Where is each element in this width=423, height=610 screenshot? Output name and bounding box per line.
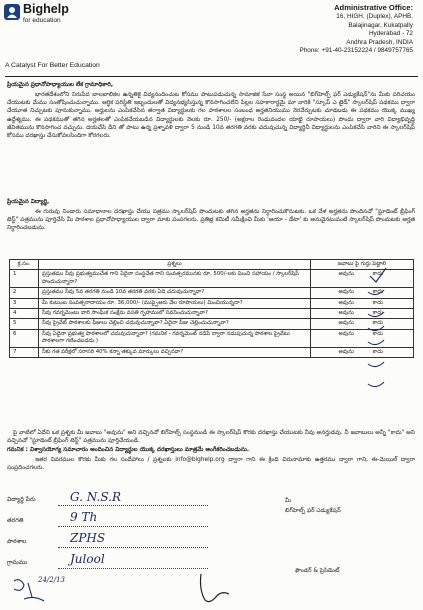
office-line: 16, HIGH. (Duplex), APHB. (336, 13, 413, 20)
village-line (58, 568, 208, 569)
bighelp-logo-icon (3, 3, 21, 21)
brand-subtitle: for education (23, 17, 61, 24)
salutation-headmaster: ప్రియమైన ప్రధానోపాధ్యాయుల లేక గ్రామాధికారి, (7, 82, 114, 88)
header-rule (5, 76, 418, 77)
student-name-line (58, 505, 208, 506)
row-number: 4 (10, 309, 39, 319)
field-label-class: తరగతి (7, 517, 24, 524)
answer-yes[interactable]: అవును (338, 271, 354, 278)
office-line: Balajinagar, Kukatpally (348, 21, 413, 29)
answer-yes[interactable]: అవును (338, 289, 354, 296)
row-question: మీ కుటుంబ సంవత్సరాదాయం రూ. 36,000/- (ముప్పైఆరు వేల రూపాయలు) మించియున్నదా? (39, 298, 311, 308)
row-question: నీకు గత పరీక్షలో సరాసరి 40% కన్నా తక్కువ మార్కులు వచ్చినవా? (39, 347, 311, 357)
school-value[interactable]: ZPHS (70, 531, 106, 545)
answer-no[interactable]: కాదు (372, 320, 384, 327)
row-number: 3 (10, 298, 39, 308)
answer-no[interactable]: కాదు (372, 310, 384, 317)
note: గమనిక : విశ్వాసయోగ్య సమాచారం అందించిన విద్యార్థుల యొక్క దరఖాస్తులు మాత్రమే అంగీకరించబడును. (7, 447, 250, 453)
answer-no[interactable]: కాదు (372, 271, 384, 278)
signature (195, 570, 235, 606)
eligibility-instructions: పై వాటిలో ఏదేని ఒక ప్రశ్నకు మీ జవాబు "అవును" అని వచ్చినచో బిగ్‌హెల్ప్ సంస్థనుండి ఈ స్కాలర్‌షిప్ కొరకు దరఖాస్తు చేయుటకు నీవు అనర్హుడవు. నీ జవాబులు అన్నీ "కాదు" అని వచ్చినచో "స్టూడెంట్ బ్రీఫింగ్ టెస్ట్" పత్రమును పూర్తిచేయండి. (7, 430, 415, 445)
row-question: నీవు గవర్నమెంటు వారి సాంఘీక సంక్షేమ వసతి గృహములో నివసించుచున్నావా? (39, 309, 311, 319)
row-number: 7 (10, 347, 39, 357)
tick-mark-icon (368, 290, 384, 295)
intro-paragraph: భారతదేశంలోని నిరుపేద బాలబాలికల ఉన్నతికై విద్యనందించుట కోసము పాటుపడుచున్న సామాజిక సేవా సంస్థ అయిన "బిగ్‌హెల్ప్ ఫర్ ఎడ్యుకేషన్"ను మీకు పరిచయం చేయుటకు మేము సంతోషించుచున్నాము. ఆర్థిక పరిస్థితి ఇబ్బందులతో విద్యనభ్యసిస్తున్న కొనసాగించలేని పిల్లల సహకారార్థమై మా వారికి "స్కూప్ ఎ టైడ్" స్కాలర్‌షిప్ పథకము ద్వారా చేయూత నిచ్చుటకు పూనుకున్నాము. అర్హులను ఎంపికచేసిన తర్వాత విద్యార్థులకు గల పాఠశాలల సంబంధ అర్హతనియుము నెరవేర్చుటకు చూడబడు ఈ పథకము యొక్క ముఖ్య ఉద్దేశ్యము. ఈ పథకముతో తగిన అర్హతలతో ఎంపికచేయబడిన విద్యార్థులకు నెలకు రూ. 250/- (అక్షరాల రెండువందల యాభై రూపాయలు) పొందు ద్వారా వారి విద్యాభివృద్ధి జీవితమును కొనసాగించ వచ్చును. దయచేసి దీని తో పాటు ఉన్న ప్రశ్నావళి ద్వారా 5 నుండి 10వ తరగతి వరకు చదువుచున్న విద్యార్థినీ విద్యార్థులను ఎంపికచేసి వారిని ఈ స్కాలర్‌షిప్ కోసము దరఖాస్తు చేసుకోవలసిందిగా కోరగలరు. (7, 92, 415, 140)
brand (23, 2, 113, 28)
student-name-value[interactable]: G. N.S.R (70, 490, 121, 504)
row-number: 5 (10, 319, 39, 329)
office-address (243, 3, 413, 56)
row-number: 1 (10, 270, 39, 288)
row-question: ప్రస్తుతము నీవు ప్రభుత్వముచేత గాని ఏదైనా సంస్థచేత గాని సంవత్సరమునకు రూ. 500/-లకు మించి సహాయం / స్కాలర్‌షిప్ పొందుచున్నారా? (39, 270, 311, 288)
row-number: 6 (10, 329, 39, 347)
tick-mark-icon (368, 326, 384, 331)
row-question: నీవు ఏదైనా ప్రభుత్వ పాఠశాలలో చదువుచున్నావా? (గమనిక - గవర్నమెంట్ నడిపే ద్వారా నడుపుచున్న పాఠశాల ప్రైవేటు పాఠశాలగా గణించబడదు.) (39, 329, 311, 347)
office-line: Hyderabad - 72 (368, 30, 413, 38)
brand-name: Bighelp (23, 2, 69, 16)
answer-yes[interactable]: అవును (338, 330, 354, 337)
row-question: నీవు ప్రైవేట్ పాఠశాలకు ఫీజులు చెల్లించి చదువుచున్నావా? ఏదైనా పీజు చెల్లించుచున్నావా? (39, 319, 311, 329)
answer-no[interactable]: కాదు (372, 348, 384, 355)
answer-yes[interactable]: అవును (338, 310, 354, 317)
answer-no[interactable]: కాదు (372, 289, 384, 296)
class-line (58, 526, 208, 527)
signoff-founder: ఫౌండర్ & ప్రెసిడెంట్ (295, 568, 340, 574)
field-label-village: గ్రామము (7, 559, 28, 566)
row-number: 2 (10, 288, 39, 298)
check-mark-icon (370, 268, 386, 282)
signoff-org: బిగ్‌హెల్ప్ ఫర్ ఎడ్యుకేషన్ (285, 508, 341, 514)
office-title: Administrative Office: (334, 3, 413, 12)
answer-yes[interactable]: అవును (338, 299, 354, 306)
tagline: A Catalyst For Better Education (5, 62, 100, 69)
answer-no[interactable]: కాదు (372, 299, 384, 306)
tick-mark-icon (368, 362, 384, 367)
handwritten-answer-marks (330, 262, 414, 422)
answer-yes[interactable]: అవును (338, 348, 354, 355)
school-line (58, 547, 208, 548)
col-header-questions: ప్రశ్నలు (39, 260, 311, 270)
col-header-number: క్ర.సం. (10, 260, 39, 270)
field-label-school: పాఠశాల (7, 538, 27, 545)
student-paragraph: ఈ గురువు నిండారు సమాధానాల దరఖాస్తు చేయు పత్రము స్కాలర్‌షిప్ పొందుటకు తగిన అర్హతను నిర్ధారించుకొనుటకు. ఒక వేళ అర్హతను పొందినచో "స్టూడెంట్ బ్రీఫింగ్ టెస్ట్" పత్రమును పూర్తిచేసి మీ పాఠశాల ప్రధానోపాధ్యాయుల ద్వారా మాకు పంపగలరు. ప్రతిభ్ర కమిటీ సమీక్షించి మీకు 'ఆయా - డేటా' కు అనువైనటువంటి స్కాలర్‌షిప్ పొందుటకు అర్హత నిర్ధారించబడును. (7, 209, 415, 232)
contact-instructions: ఇతర వివరముల కొరకు మీకు గల సందేహాలు / ప్రశ్నలకు info@bighelp.org ద్వారా గాని ఈ క్రింది చిరునామాకు ఉత్తరము ద్వారా గాని, ఈ-మెయిల్ ద్వారా సంప్రదించగలరు. (7, 457, 415, 472)
row-question: ప్రస్తుతము నీవు 5వ తరగతి నుండి 10వ తరగతి వరకు ఏది చదువుచున్నావా? (39, 288, 311, 298)
tick-mark-icon (368, 312, 384, 317)
field-label-student-name: విద్యార్థి పేరు (7, 496, 36, 503)
tick-mark-icon (368, 382, 384, 387)
village-value[interactable]: Julool (70, 552, 105, 566)
office-line: Phone: +91-40-23152224 / 9849757765 (299, 47, 413, 55)
class-value[interactable]: 9 Th (70, 510, 98, 524)
answer-yes[interactable]: అవును (338, 320, 354, 327)
tick-mark-icon (368, 340, 384, 345)
salutation-student: ప్రియమైన విద్యార్థి, (7, 199, 50, 205)
answer-no[interactable]: కాదు (372, 330, 384, 337)
signoff-yours: మీ (285, 498, 292, 504)
handwritten-date: 24/2/13 (38, 576, 65, 584)
col-header-answer: జవాబు పై గుర్తు పెట్టాలి (311, 260, 414, 270)
office-line: Andhra Pradesh, INDIA (346, 38, 413, 46)
